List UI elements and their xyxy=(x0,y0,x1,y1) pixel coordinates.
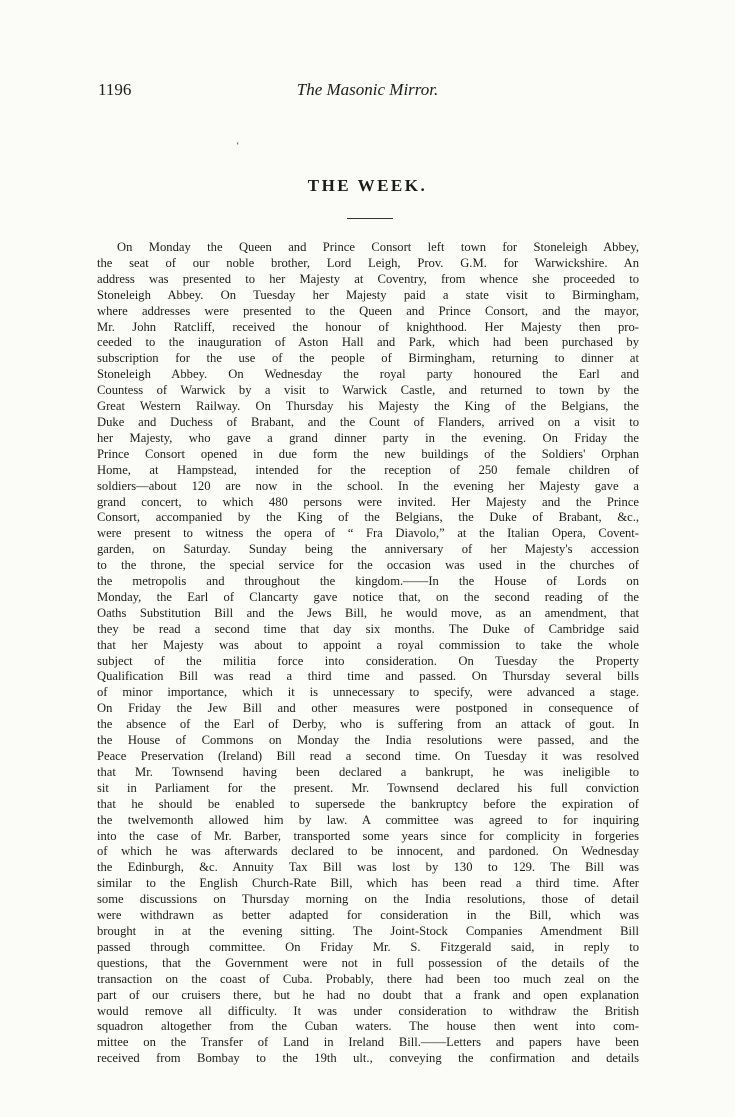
text-line: the absence of the Earl of Derby, who is suffering from an attack of gout. In xyxy=(97,717,639,732)
title-rule xyxy=(347,218,393,219)
text-line: grand concert, to which 480 persons were invited. Her Majesty and the Prince xyxy=(97,494,639,509)
text-line: were present to witness the opera of “ Fra Diavolo,” at the Italian Opera, Covent- xyxy=(97,526,639,541)
running-title: The Masonic Mirror. xyxy=(296,80,439,99)
text-line: address was presented to her Majesty at Coventry, from whence she proceeded to xyxy=(97,271,639,286)
text-line: Duke and Duchess of Brabant, and the Count of Flanders, arrived on a visit to xyxy=(97,414,639,429)
text-line: part of our cruisers there, but he had no doubt that a frank and open explanation xyxy=(97,987,639,1002)
text-line: that he should be enabled to supersede the bankruptcy before the expiration of xyxy=(97,796,639,811)
text-line: of minor importance, which it is unnecessary to specify, were advanced a stage. xyxy=(97,685,639,700)
text-line: subscription for the use of the people of Birmingham, returning to dinner at xyxy=(97,351,639,366)
text-line: Stoneleigh Abbey. On Tuesday her Majesty paid a state visit to Birmingham, xyxy=(97,287,639,302)
text-line: the House of Commons on Monday the India resolutions were passed, and the xyxy=(97,733,639,748)
text-line: Mr. John Ratcliff, received the honour of knighthood. Her Majesty then pro- xyxy=(97,319,639,334)
text-line: questions, that the Government were not in full possession of the details of the xyxy=(97,955,639,970)
text-line: the metropolis and throughout the kingdom.——In the House of Lords on xyxy=(97,574,639,589)
text-line: Monday, the Earl of Clancarty gave notice that, on the second reading of the xyxy=(97,589,639,604)
text-line: transaction on the coast of Cuba. Probably, there had been too much zeal on the xyxy=(97,971,639,986)
article-body xyxy=(97,240,639,1067)
text-line: that her Majesty was about to appoint a royal commission to take the whole xyxy=(97,637,639,652)
page-number: 1196 xyxy=(98,80,132,99)
text-line: Oaths Substitution Bill and the Jews Bill, he would move, as an amendment, that xyxy=(97,605,639,620)
text-line: Countess of Warwick by a visit to Warwick Castle, and returned to town by the xyxy=(97,383,639,398)
text-line: her Majesty, who gave a grand dinner party in the evening. On Friday the xyxy=(97,430,639,445)
text-line: Great Western Railway. On Thursday his Majesty the King of the Belgians, the xyxy=(97,399,639,414)
text-line: mittee on the Transfer of Land in Ireland Bill.——Letters and papers have been xyxy=(97,1035,639,1050)
text-line: the Edinburgh, &c. Annuity Tax Bill was lost by 130 to 129. The Bill was xyxy=(97,860,639,875)
text-line: passed through committee. On Friday Mr. S. Fitzgerald said, in reply to xyxy=(97,939,639,954)
text-line: of which he was afterwards declared to be innocent, and pardoned. On Wednesday xyxy=(97,844,639,859)
text-line: ceeded to the inauguration of Aston Hall and Park, which had been purchased by xyxy=(97,335,639,350)
text-line: brought in at the evening sitting. The Joint-Stock Companies Amendment Bill xyxy=(97,923,639,938)
text-line: sit in Parliament for the present. Mr. Townsend declared his full conviction xyxy=(97,780,639,795)
text-line: received from Bombay to the 19th ult., conveying the confirmation and details xyxy=(97,1051,639,1066)
text-line: Stoneleigh Abbey. On Wednesday the royal party honoured the Earl and xyxy=(97,367,639,382)
text-line: where addresses were presented to the Queen and Prince Consort, and the mayor, xyxy=(97,303,639,318)
text-line: subject of the militia force into consideration. On Tuesday the Property xyxy=(97,653,639,668)
text-line: that Mr. Townsend having been declared a bankrupt, he was ineligible to xyxy=(97,764,639,779)
text-line: Qualification Bill was read a third time and passed. On Thursday several bills xyxy=(97,669,639,684)
text-line: garden, on Saturday. Sunday being the anniversary of her Majesty's accession xyxy=(97,542,639,557)
text-line: soldiers—about 120 are now in the school. In the evening her Majesty gave a xyxy=(97,478,639,493)
text-line: the seat of our noble brother, Lord Leigh, Prov. G.M. for Warwickshire. An xyxy=(97,255,639,270)
text-line: Prince Consort opened in due form the new buildings of the Soldiers' Orphan xyxy=(97,446,639,461)
text-line: the twelvemonth allowed him by law. A committee was agreed to for inquiring xyxy=(97,812,639,827)
text-line: were withdrawn as better adapted for consideration in the Bill, which was xyxy=(97,908,639,923)
text-line: to the throne, the special service for the occasion was used in the churches of xyxy=(97,558,639,573)
text-line: Consort, accompanied by the King of the Belgians, the Duke of Brabant, &c., xyxy=(97,510,639,525)
text-line: On Friday the Jew Bill and other measures were postponed in consequence of xyxy=(97,701,639,716)
text-line: they be read a second time that day six months. The Duke of Cambridge said xyxy=(97,621,639,636)
text-line: Peace Preservation (Ireland) Bill read a second time. On Tuesday it was resolved xyxy=(97,749,639,763)
section-title: THE WEEK. xyxy=(307,176,428,195)
ink-speck: ‘ xyxy=(236,141,240,152)
text-line: squadron altogether from the Cuban waters. The house then went into com- xyxy=(97,1019,639,1034)
text-line: some discussions on Thursday morning on the India resolutions, those of detail xyxy=(97,892,639,907)
text-line: would remove all difficulty. It was under consideration to withdraw the British xyxy=(97,1003,639,1018)
text-line: Home, at Hampstead, intended for the reception of 250 female children of xyxy=(97,462,639,477)
text-line: into the case of Mr. Barber, transported some years since for complicity in forgeries xyxy=(97,828,639,843)
text-line: On Monday the Queen and Prince Consort left town for Stoneleigh Abbey, xyxy=(117,240,639,254)
text-line: similar to the English Church-Rate Bill, which has been read a third time. After xyxy=(97,876,639,891)
